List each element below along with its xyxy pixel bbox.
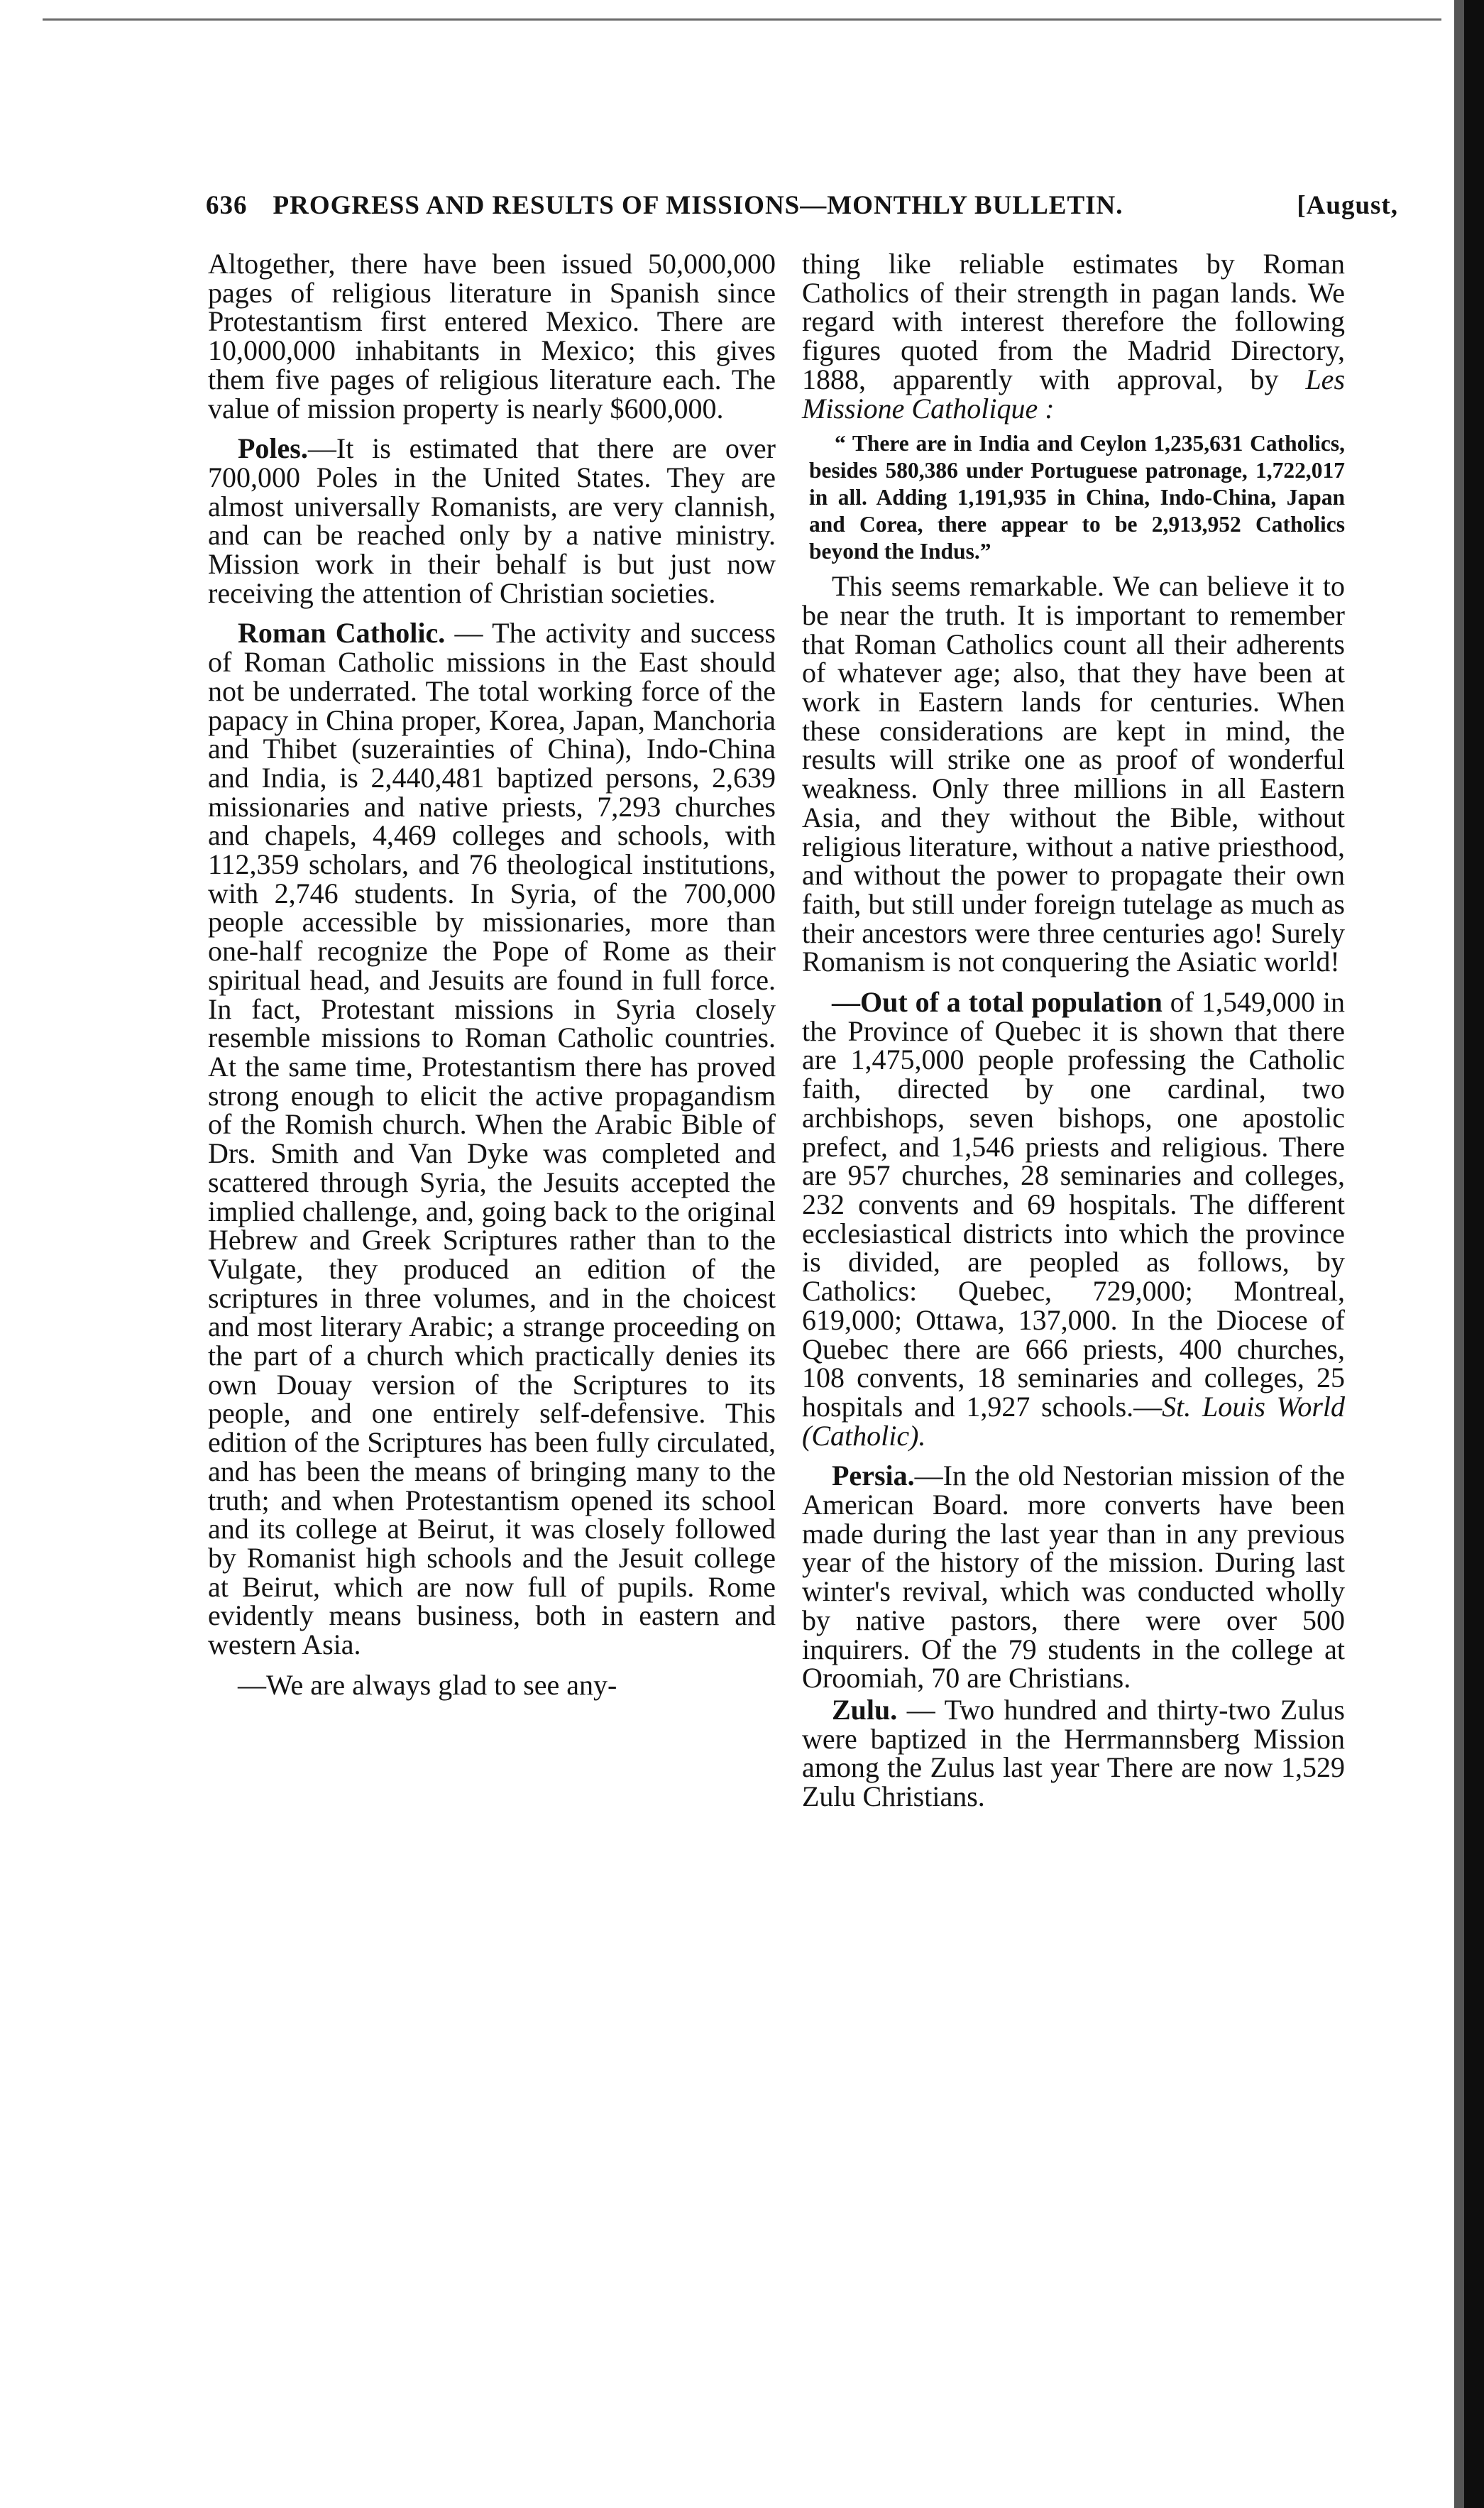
zulu-text: — Two hundred and thirty-two Zulus were baptized in the Herrmannsberg Mission among the Zulus last year There are now 1,529 Zulu Christians. (802, 1693, 1345, 1813)
page-number: 636 (206, 191, 248, 220)
paragraph-remarkable: This seems remarkable. We can believe it to be near the truth. It is important to remember that Roman Catholics count all their adherents of whatever age; also, that they have been at work in Eastern lands for centuries. When these considerations are kept in mind, the results will strike one as proof of wonderful weakness. Only three millions in all Eastern Asia, and they without the Bible, without religious literature, without a native priesthood, and without the power to propagate their own faith, but still under foreign tutelage as much as their ancestors were three centuries ago! Surely Romanism is not conquering the Asiatic world! (802, 570, 1345, 978)
quotation-text: “ There are in India and Ceylon 1,235,631 Catholics, besides 580,386 under Portuguese patronage, 1,722,017 in all. Adding 1,191,935 in China, Indo-China, Japan and Corea, there appear to be 2,913,952 Catholics beyond the Indus.” (809, 431, 1345, 564)
roman-catholic-text: — The activity and success of Roman Catholic missions in the East should not be underrated. The total working force of the papacy in China proper, Korea, Japan, Manchoria and Thibet (suzerainties of China), Indo-China and India, is 2,440,481 baptized persons, 2,639 missionaries and native priests, 7,293 churches and chapels, 4,469 colleges and schools, with 112,359 scholars, and 76 theological institutions, with 2,746 students. In Syria, of the 700,000 people accessible by missionaries, more than one-half recognize the Pope of Rome as their spiritual head, and Jesuits are found in full force. In fact, Protestant missions in Syria closely resemble missions to Roman Catholic countries. At the same time, Protestantism there has proved strong enough to elicit the active propagandism of the Romish church. When the Arabic Bible of Drs. Smith and Van Dyke was completed and scattered through Syria, the Jesuits accepted the implied challenge, and, going back to the original Hebrew and Greek Scriptures rather than to the Vulgate, they produced an edition of the scriptures in three volumes, and in the choicest and most literary Arabic; a strange proceeding on the part of a church which practically denies its own Douay version of the Scriptures to its people, and one entirely self-defensive. This edition of the Scriptures has been fully circulated, and has been the means of bringing many to the truth; and when Protestantism opened its school and its college at Beirut, it was closely followed by Romanist high schools and the Jesuit college at Beirut, which are now full of pupils. Rome evidently means business, both in eastern and western Asia. (208, 617, 776, 1661)
quebec-heading: —Out of a total population (832, 986, 1163, 1019)
paragraph-glad-continued (802, 250, 1345, 423)
poles-heading: Poles. (238, 432, 308, 465)
glad-text: thing like reliable estimates by Roman Catholics of their strength in pagan lands. We regard with interest therefore the following figures quoted from the Madrid Directory, 1888, apparently with approval, by (802, 248, 1345, 395)
paragraph-quebec (802, 988, 1345, 1450)
roman-catholic-heading: Roman Catholic. (238, 617, 446, 650)
quebec-text: of 1,549,000 in the Province of Quebec it is shown that there are 1,475,000 people professing the Catholic faith, directed by one cardinal, two archbishops, seven bishops, one apostolic prefect, and 1,546 priests and religious. There are 957 churches, 28 seminaries and colleges, 232 convents and 69 hospitals. The different ecclesiastical districts into which the province is divided, are peopled as follows, by Catholics: Quebec, 729,000; Montreal, 619,000; Ottawa, 137,000. In the Diocese of Quebec there are 666 priests, 400 churches, 108 convents, 18 seminaries and colleges, 25 hospitals and 1,927 schools.— (802, 986, 1345, 1423)
paragraph-glad-start: —We are always glad to see any- (238, 1668, 617, 1701)
running-title: PROGRESS AND RESULTS OF MISSIONS—MONTHLY BULLETIN. (273, 191, 1123, 220)
page-edge-shadow-soft (1454, 0, 1464, 2508)
poles-text: —It is estimated that there are over 700,000 Poles in the United States. They are almost universally Romanists, are very clannish, and can be reached only by a native ministry. Mission work in their behalf is but just now receiving the attention of Christian societies. (208, 432, 776, 609)
paragraph-mexico-literature: Altogether, there have been issued 50,000,000 pages of religious literature in Spanish since Protestantism first entered Mexico. There are 10,000,000 inhabitants in Mexico; this gives them five pages of religious literature each. The value of mission property is nearly $600,000. (208, 248, 776, 425)
paragraph-persia (802, 1462, 1345, 1693)
directory-quotation (802, 430, 1345, 565)
paragraph-zulu (802, 1693, 1345, 1813)
quebec-source: St. Louis World (Catholic). (802, 1390, 1345, 1452)
right-column (802, 250, 1345, 1812)
top-edge-rule (43, 18, 1441, 21)
zulu-heading: Zulu. (832, 1693, 898, 1726)
glad-source: Les Missione Catholique : (802, 363, 1346, 425)
paragraph-poles (208, 434, 776, 608)
page-edge-shadow (1464, 0, 1484, 2508)
persia-heading: Persia. (832, 1460, 915, 1492)
left-column (208, 250, 776, 1699)
persia-text: —In the old Nestorian mission of the American Board. more converts have been made during the last year than in any previous year of the history of the mission. During last winter's revival, which was conducted wholly by native pastors, there were over 500 inquirers. Of the 79 students in the college at Oroomiah, 70 are Christians. (802, 1460, 1345, 1694)
paragraph-roman-catholic (208, 619, 776, 1659)
running-header (206, 190, 1398, 221)
issue-month: [August, (1297, 191, 1398, 220)
